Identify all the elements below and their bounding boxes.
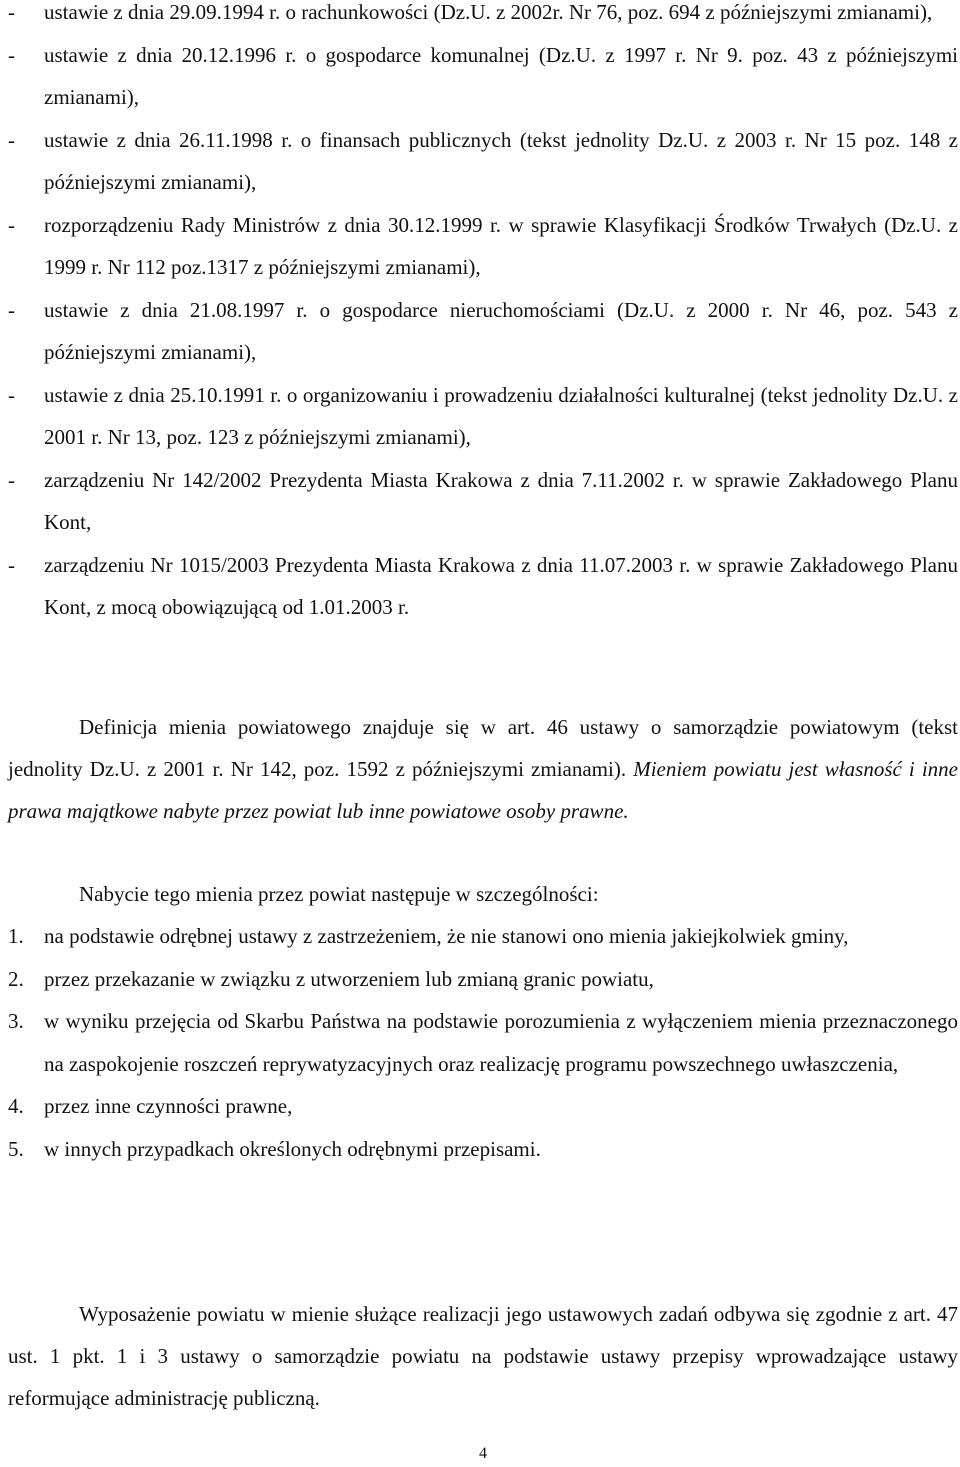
list-item-text: ustawie z dnia 29.09.1994 r. o rachunkowości (Dz.U. z 2002r. Nr 76, poz. 694 z późniejszymi zmianami), (44, 0, 933, 24)
list-marker: 5. (8, 1136, 24, 1161)
list-item (8, 289, 958, 374)
list-item-text: zarządzeniu Nr 1015/2003 Prezydenta Miasta Krakowa z dnia 11.07.2003 r. w sprawie Zakładowego Planu Kont, z mocą obowiązującą od 1.01.2003 r. (44, 552, 958, 619)
list-item-text: przez inne czynności prawne, (44, 1094, 293, 1118)
list-item (8, 204, 958, 289)
list-item-text: zarządzeniu Nr 142/2002 Prezydenta Miasta Krakowa z dnia 7.11.2002 r. w sprawie Zakładowego Planu Kont, (44, 467, 958, 534)
list-item (8, 119, 958, 204)
list-item (8, 34, 958, 119)
list-item (8, 915, 958, 958)
definition-italic-text: Mieniem powiatu jest własność i inne prawa majątkowe nabyte przez powiat lub inne powiatowe osoby prawne. (8, 757, 958, 823)
list-item-text: w innych przypadkach określonych odrębnymi przepisami. (44, 1136, 541, 1161)
acquisition-list (8, 915, 958, 1170)
acquisition-intro (8, 873, 958, 915)
list-item (8, 1085, 958, 1128)
list-item (8, 958, 958, 1001)
list-item (8, 0, 958, 34)
page-number: 4 (479, 1445, 487, 1462)
list-marker: - (8, 552, 15, 577)
list-marker: - (8, 297, 15, 322)
list-item (8, 1128, 958, 1171)
list-item (8, 459, 958, 544)
list-item (8, 374, 958, 459)
list-item-text: przez przekazanie w związku z utworzeniem lub zmianą granic powiatu, (44, 966, 654, 991)
list-marker: - (8, 127, 15, 152)
definition-paragraph (8, 706, 958, 832)
definition-text: Definicja mienia powiatowego znajduje się w art. 46 ustawy o samorządzie powiatowym (tekst jednolity Dz.U. z 2001 r. Nr 142, poz. 1592 z późniejszymi zmianami). (8, 715, 958, 781)
equipment-paragraph (8, 1293, 958, 1419)
legal-acts-list (8, 0, 958, 629)
list-item-text: rozporządzeniu Rady Ministrów z dnia 30.12.1999 r. w sprawie Klasyfikacji Środków Trwałych (Dz.U. z 1999 r. Nr 112 poz.1317 z późniejszymi zmianami), (44, 212, 958, 279)
list-marker: - (8, 42, 15, 67)
list-item (8, 544, 958, 629)
list-item-text: ustawie z dnia 21.08.1997 r. o gospodarce nieruchomościami (Dz.U. z 2000 r. Nr 46, poz. 543 z późniejszymi zmianami), (44, 297, 958, 364)
list-item-text: w wyniku przejęcia od Skarbu Państwa na podstawie porozumienia z wyłączeniem mienia przeznaczonego na zaspokojenie roszczeń reprywatyzacyjnych oraz realizację programu powszechnego uwłaszczenia, (44, 1009, 958, 1076)
list-marker: - (8, 0, 15, 24)
list-marker: 3. (8, 1009, 24, 1033)
acquisition-intro-text: Nabycie tego mienia przez powiat następuje w szczególności: (79, 882, 599, 906)
list-marker: - (8, 382, 15, 407)
list-item-text: ustawie z dnia 26.11.1998 r. o finansach publicznych (tekst jednolity Dz.U. z 2003 r. Nr 15 poz. 148 z późniejszymi zmianami), (44, 127, 958, 194)
list-item-text: ustawie z dnia 25.10.1991 r. o organizowaniu i prowadzeniu działalności kulturalnej (tekst jednolity Dz.U. z 2001 r. Nr 13, poz. 123 z późniejszymi zmianami), (44, 382, 958, 449)
list-item (8, 1000, 958, 1085)
list-item-text: na podstawie odrębnej ustawy z zastrzeżeniem, że nie stanowi ono mienia jakiejkolwiek gminy, (44, 924, 849, 948)
list-marker: - (8, 212, 15, 237)
document-page (8, 0, 958, 1467)
list-marker: 4. (8, 1094, 24, 1118)
equipment-text: Wyposażenie powiatu w mienie służące realizacji jego ustawowych zadań odbywa się zgodnie z art. 47 ust. 1 pkt. 1 i 3 ustawy o samorządzie powiatu na podstawie ustawy przepisy wprowadzające ustawy reformujące administrację publiczną. (8, 1302, 958, 1410)
list-item-text: ustawie z dnia 20.12.1996 r. o gospodarce komunalnej (Dz.U. z 1997 r. Nr 9. poz. 43 z późniejszymi zmianami), (44, 42, 958, 109)
list-marker: 1. (8, 924, 24, 948)
list-marker: - (8, 467, 15, 492)
list-marker: 2. (8, 966, 24, 991)
